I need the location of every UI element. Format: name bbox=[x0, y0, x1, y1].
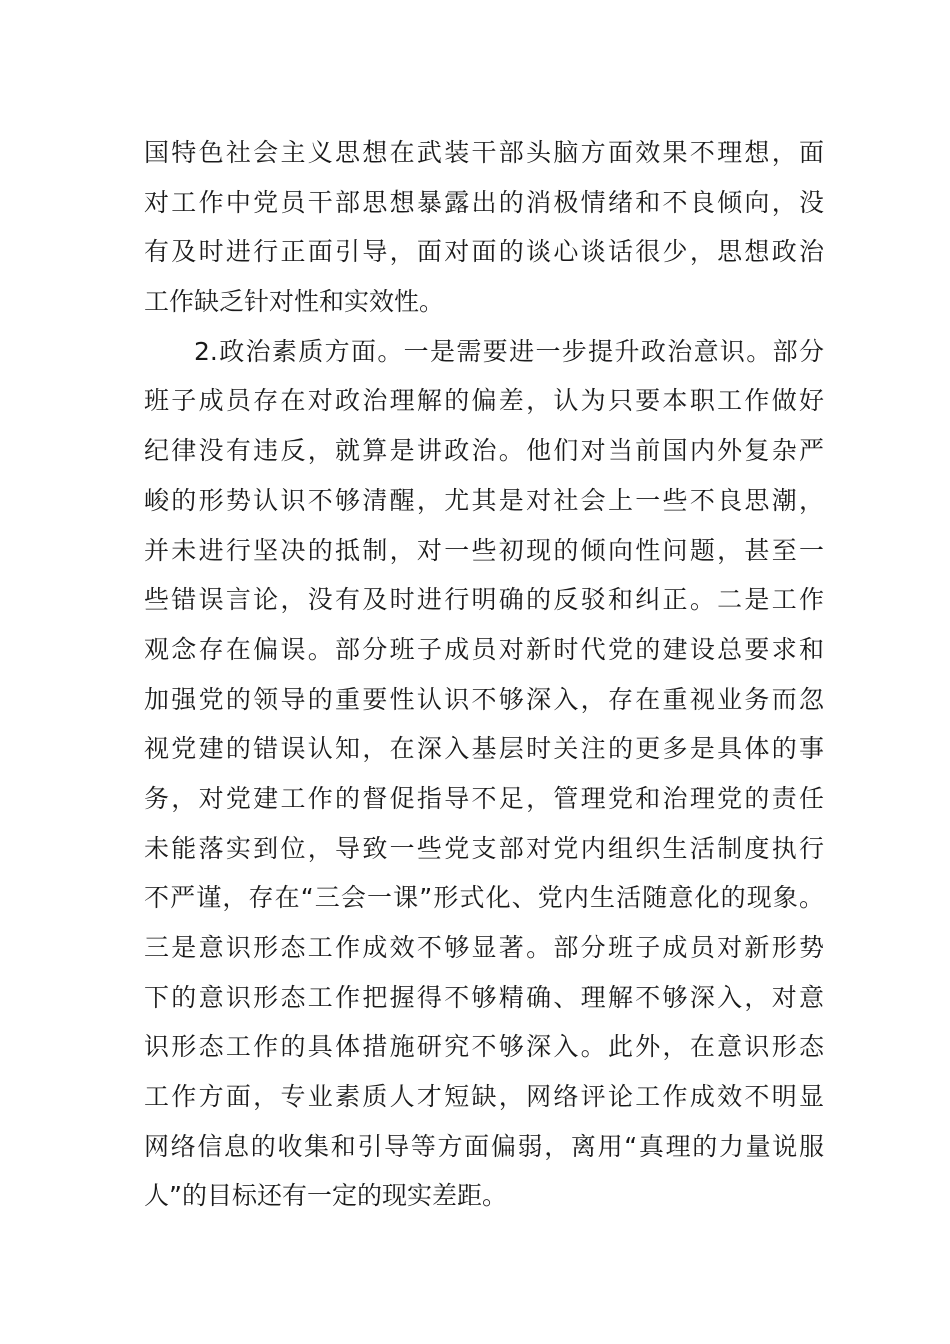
text-line: 些错误言论，没有及时进行明确的反驳和纠正。二是工作 bbox=[144, 585, 824, 615]
document-body bbox=[144, 128, 824, 1221]
text-line: 三是意识形态工作成效不够显著。部分班子成员对新形势 bbox=[144, 933, 824, 962]
text-line: 对工作中党员干部思想暴露出的消极情绪和不良倾向，没 bbox=[144, 187, 824, 217]
text-line: 人”的目标还有一定的现实差距。 bbox=[144, 1181, 507, 1211]
text-line: 纪律没有违反，就算是讲政治。他们对当前国内外复杂严 bbox=[144, 436, 824, 466]
text-line: 务，对党建工作的督促指导不足，管理党和治理党的责任 bbox=[144, 783, 824, 813]
paragraph-political-quality bbox=[144, 327, 824, 1221]
paragraph-heading-line: 2.政治素质方面。一是需要进一步提升政治意识。部分 bbox=[194, 336, 824, 366]
text-line: 网络信息的收集和引导等方面偏弱，离用“真理的力量说服 bbox=[144, 1131, 824, 1161]
text-line: 有及时进行正面引导，面对面的谈心谈话很少，思想政治 bbox=[144, 237, 824, 267]
text-line: 峻的形势认识不够清醒，尤其是对社会上一些不良思潮， bbox=[144, 485, 824, 515]
text-line: 未能落实到位，导致一些党支部对党内组织生活制度执行 bbox=[144, 833, 824, 863]
text-line: 观念存在偏误。部分班子成员对新时代党的建设总要求和 bbox=[144, 634, 824, 664]
text-line: 工作缺乏针对性和实效性。 bbox=[144, 287, 445, 317]
text-line: 班子成员存在对政治理解的偏差，认为只要本职工作做好 bbox=[144, 386, 824, 416]
text-line: 下的意识形态工作把握得不够精确、理解不够深入，对意 bbox=[144, 982, 824, 1012]
text-line: 加强党的领导的重要性认识不够深入，存在重视业务而忽 bbox=[144, 684, 824, 714]
text-line: 并未进行坚决的抵制，对一些初现的倾向性问题，甚至一 bbox=[144, 535, 824, 565]
text-line: 识形态工作的具体措施研究不够深入。此外，在意识形态 bbox=[144, 1032, 824, 1062]
text-line: 不严谨，存在“三会一课”形式化、党内生活随意化的现象。 bbox=[144, 883, 824, 913]
paragraph-continuation bbox=[144, 128, 824, 327]
text-line: 视党建的错误认知，在深入基层时关注的更多是具体的事 bbox=[144, 734, 824, 764]
text-line: 国特色社会主义思想在武装干部头脑方面效果不理想，面 bbox=[144, 138, 824, 167]
text-line: 工作方面，专业素质人才短缺，网络评论工作成效不明显 bbox=[144, 1082, 824, 1112]
